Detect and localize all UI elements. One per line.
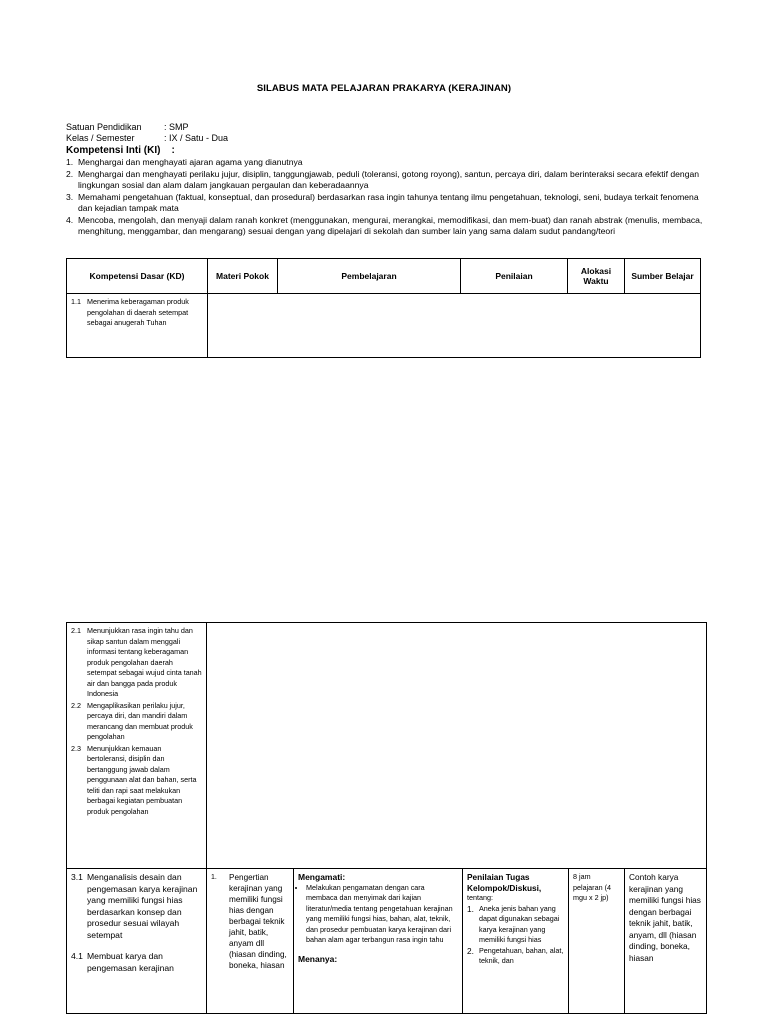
alokasi-text: 8 jam pelajaran (4 mgu x 2 jp) <box>573 872 611 902</box>
materi-number: 1. <box>211 874 217 881</box>
kd-number: 3.1 <box>71 872 83 882</box>
penilaian-number: 1. <box>467 903 474 914</box>
kd-item <box>71 297 203 329</box>
header-penilaian: Penilaian <box>461 259 568 294</box>
empty-cell <box>208 294 701 358</box>
meta-satuan-pendidikan <box>66 122 189 132</box>
alokasi-cell <box>569 869 625 1014</box>
kd-item <box>71 744 202 818</box>
materi-cell <box>207 869 294 1014</box>
ki-item <box>66 157 706 168</box>
table-row <box>67 623 707 869</box>
table-header-row <box>67 259 701 294</box>
ki-heading: Kompetensi Inti (KI) : <box>66 145 175 156</box>
menanya-heading: Menanya: <box>298 953 338 964</box>
penilaian-text: Aneka jenis bahan yang dapat digunakan sebagai karya kerajinan yang memiliki fungsi hias <box>479 903 560 944</box>
sumber-cell <box>625 869 707 1014</box>
ki-text: Menghargai dan menghayati perilaku jujur, disiplin, tanggungjawab, peduli (toleransi, gotong royong), santun, percaya diri, dalam berinteraksi secara efektif dengan lingkungan sosial dan alam dalam jangkauan pergaulan dan keberadaannya <box>78 169 700 190</box>
penilaian-text: Pengetahuan, bahan, alat, teknik, dan <box>479 945 564 965</box>
kd-number: 2.1 <box>71 626 81 635</box>
penilaian-item <box>467 904 564 946</box>
penilaian-heading: Penilaian Tugas Kelompok/Diskusi, <box>467 872 542 893</box>
ki-list <box>66 157 706 237</box>
kd-text: Menunjukkan kemauan bertoleransi, disiplin dan bertanggung jawab dalam penggunaan alat dan bahan, serta teliti dan rapi saat melakukan berbagai kegiatan pembuatan produk pengolahan <box>87 743 197 816</box>
kd-text: Menerima keberagaman produk pengolahan di daerah setempat sebagai anugerah Tuhan <box>87 297 189 327</box>
list-item: • Melakukan pengamatan dengan cara membaca dan menyimak dari kajian literatur/media tentang pengetahuan kerajinan yang memiliki fungsi hias, bahan, alat, teknik, dan prosedur pembuatan karya kerajinan dari bahan alam agar terbangun rasa ingin tahu <box>306 883 458 946</box>
syllabus-table-continued <box>66 622 707 1014</box>
kd-item <box>71 951 202 974</box>
kd-item <box>71 701 202 743</box>
materi-item <box>211 872 289 971</box>
ki-text: Menghargai dan menghayati ajaran agama yang dianutnya <box>78 157 303 167</box>
header-materi-pokok: Materi Pokok <box>208 259 278 294</box>
meta-key: Satuan Pendidikan <box>66 122 142 132</box>
header-pembelajaran: Pembelajaran <box>278 259 461 294</box>
kd-number: 1.1 <box>71 297 81 306</box>
kd-cell <box>67 294 208 358</box>
ki-number: 2. <box>66 169 74 179</box>
materi-text: Pengertian kerajinan yang memiliki fungsi hias dengan berbagai teknik jahit, batik, anyam dll (hiasan dinding, boneka, hiasan <box>229 873 287 970</box>
meta-value: : SMP <box>164 122 189 132</box>
ki-item <box>66 192 706 214</box>
header-kompetensi-dasar: Kompetensi Dasar (KD) <box>67 259 208 294</box>
table-row <box>67 869 707 1014</box>
meta-value: : IX / Satu - Dua <box>164 133 229 143</box>
kd-number: 2.2 <box>71 700 81 710</box>
document-title: SILABUS MATA PELAJARAN PRAKARYA (KERAJINAN) <box>256 83 512 94</box>
ki-number: 4. <box>66 215 74 225</box>
kd-number: 2.3 <box>71 743 81 753</box>
kd-cell <box>67 869 207 1014</box>
table-row <box>67 294 701 358</box>
kd-text: Menganalisis desain dan pengemasan karya kerajinan yang memiliki fungsi hias berdasarkan konsep dan prosedur sesuai wilayah setempat <box>87 872 198 940</box>
header-sumber-belajar: Sumber Belajar <box>625 259 701 294</box>
penilaian-number: 2. <box>467 945 474 956</box>
pembelajaran-cell <box>294 869 463 1014</box>
empty-cell <box>207 623 707 869</box>
penilaian-item <box>467 946 564 967</box>
kd-text: Menunjukkan rasa ingin tahu dan sikap santun dalam menggali informasi tentang keberagaman produk pengolahan daerah setempat sebagai wujud cinta tanah air dan bangga pada produk Indonesia <box>87 626 202 698</box>
ki-item <box>66 215 706 237</box>
sumber-text: Contoh karya kerajinan yang memiliki fungsi hias dengan berbagai teknik jahit, batik, anyam, dll (hiasan dinding, boneka, hiasan <box>629 872 701 963</box>
kd-text: Membuat karya dan pengemasan kerajinan <box>87 951 174 973</box>
ki-text: Mencoba, mengolah, dan menyaji dalam ranah konkret (menggunakan, mengurai, merangkai, memodifikasi, dan mem-buat) dan ranah abstrak (menulis, membaca, menghitung, menggambar, dan mengarang) sesuai dengan yang dipelajari di sekolah dan sumber lain yang sama dalam sudut pandang/teori <box>78 215 703 236</box>
kd-cell <box>67 623 207 869</box>
meta-kelas-semester <box>66 133 228 143</box>
kd-item <box>71 626 202 700</box>
meta-key: Kelas / Semester <box>66 133 135 143</box>
kd-item <box>71 872 202 941</box>
kd-text: Mengaplikasikan perilaku jujur, percaya diri, dan mandiri dalam merancang dan membuat produk pengolahan <box>87 700 193 741</box>
header-alokasi-waktu: Alokasi Waktu <box>568 259 625 294</box>
ki-item <box>66 169 706 191</box>
penilaian-cell <box>463 869 569 1014</box>
mengamati-heading: Mengamati: <box>298 872 346 882</box>
penilaian-sub: tentang: <box>467 893 493 902</box>
ki-text: Memahami pengetahuan (faktual, konseptual, dan prosedural) berdasarkan rasa ingin tahunya tentang ilmu pengetahuan, teknologi, seni, budaya terkait fenomena dan kejadian tampak mata <box>78 192 699 213</box>
syllabus-table-header <box>66 258 701 358</box>
ki-number: 1. <box>66 157 74 167</box>
kd-number: 4.1 <box>71 951 83 961</box>
mengamati-list <box>298 883 458 946</box>
ki-number: 3. <box>66 192 74 202</box>
